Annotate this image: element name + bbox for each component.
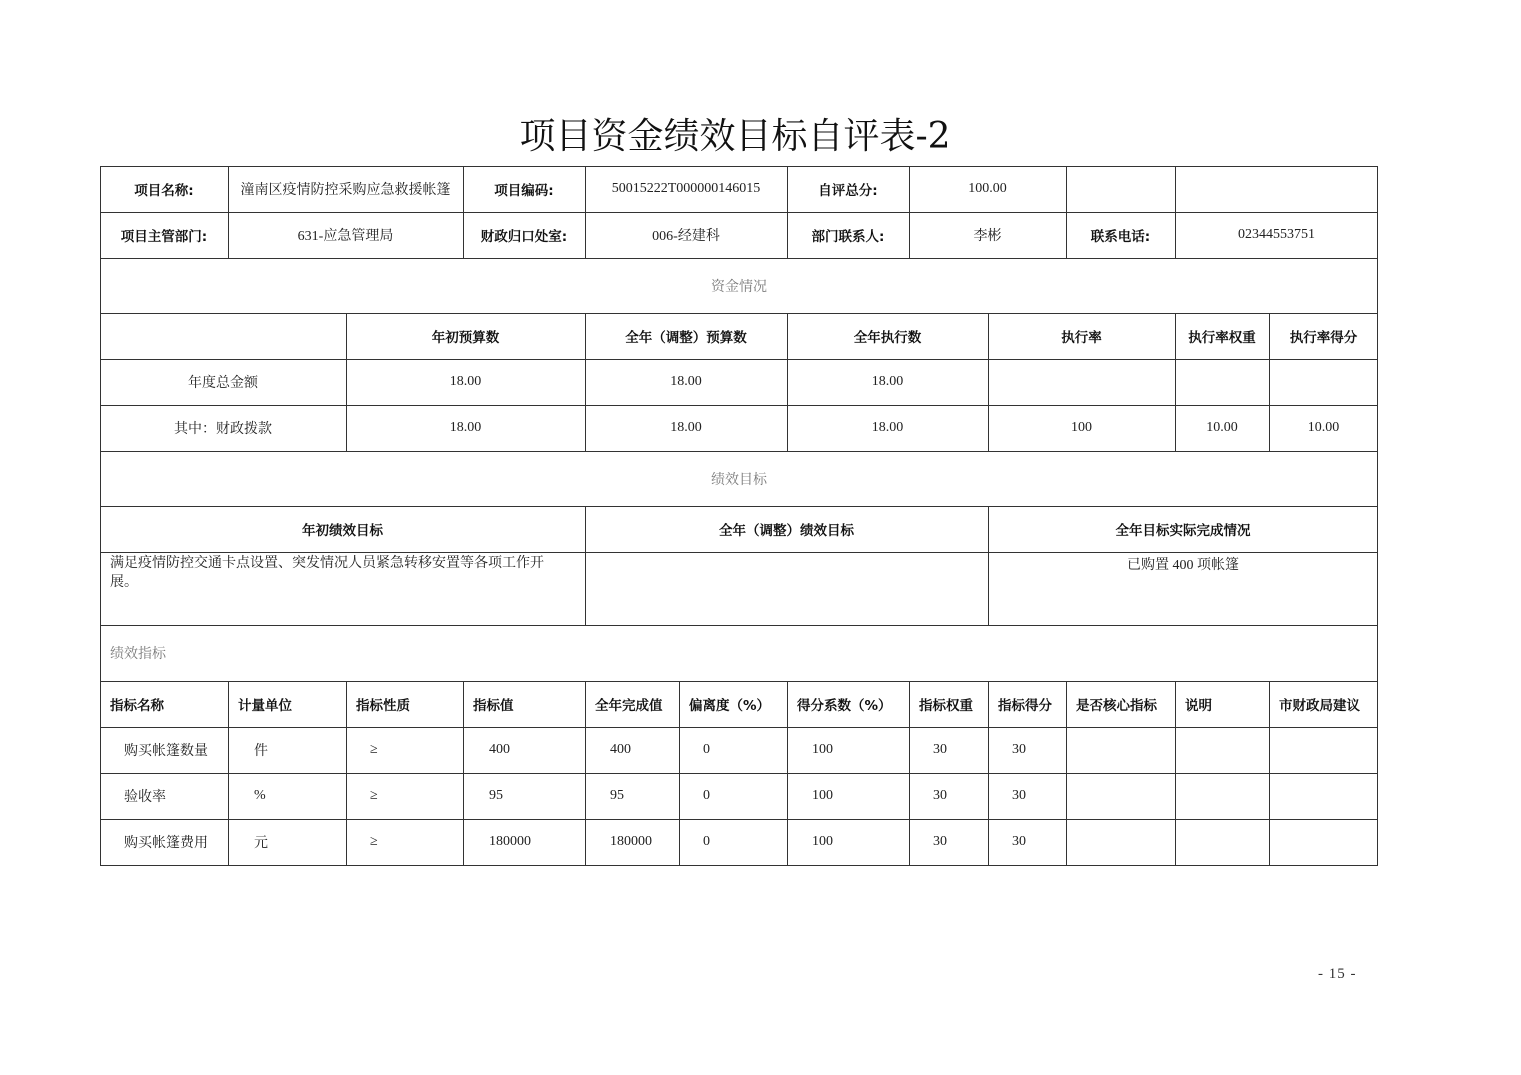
funds-cell [1175, 359, 1269, 405]
funds-header: 执行率 [1061, 330, 1102, 346]
funds-cell: 18.00 [871, 374, 904, 389]
indicator-cell: 件 [254, 744, 268, 759]
funds-header: 执行率得分 [1289, 330, 1358, 346]
indicator-cell: 100 [812, 788, 833, 803]
indicator-cell: 0 [703, 834, 710, 849]
department-label: 项目主管部门: [120, 229, 208, 245]
project-name-label: 项目名称: [134, 183, 194, 199]
indicator-cell: 180000 [489, 834, 531, 849]
indicator-header: 指标权重 [919, 698, 973, 714]
finance-office-label: 财政归口处室: [480, 229, 568, 245]
indicator-cell: 30 [1012, 834, 1026, 849]
goals-header: 全年（调整）绩效目标 [719, 523, 854, 539]
phone-label: 联系电话: [1090, 229, 1151, 245]
total-score-value: 100.00 [968, 181, 1007, 196]
indicator-cell: % [254, 788, 266, 803]
indicator-cell: ≥ [370, 742, 378, 757]
indicator-cell: 95 [610, 788, 624, 803]
indicator-header: 得分系数（%） [797, 698, 892, 714]
indicator-cell: 95 [489, 788, 503, 803]
finance-office-value: 006-经建科 [652, 229, 720, 244]
funds-cell: 18.00 [449, 420, 482, 435]
funds-header: 全年执行数 [853, 330, 922, 346]
indicator-header: 全年完成值 [595, 698, 663, 714]
indicator-cell: 购买帐篷数量 [124, 744, 208, 759]
indicator-cell: 30 [933, 742, 947, 757]
funds-cell: 10.00 [1307, 420, 1340, 435]
funds-cell: 18.00 [670, 420, 702, 435]
indicators-section-title: 绩效指标 [110, 646, 166, 662]
indicator-header: 市财政局建议 [1279, 698, 1360, 714]
funds-cell: 18.00 [449, 374, 482, 389]
indicator-header: 指标得分 [998, 698, 1052, 714]
indicator-header: 偏离度（%） [689, 698, 771, 714]
initial-goal-text: 满足疫情防控交通卡点设置、突发情况人员紧急转移安置等各项工作开展。 [110, 556, 544, 590]
funds-cell: 100 [1071, 420, 1092, 435]
actual-completion-text: 已购置 400 项帐篷 [1127, 558, 1239, 573]
contact-person-value: 李彬 [973, 229, 1002, 244]
goals-header: 年初绩效目标 [302, 523, 383, 539]
indicator-cell: 购买帐篷费用 [124, 836, 208, 851]
funds-cell [988, 359, 1175, 405]
funds-cell: 18.00 [871, 420, 904, 435]
contact-person-label: 部门联系人: [811, 229, 885, 245]
total-score-label: 自评总分: [818, 183, 878, 199]
phone-value: 02344553751 [1238, 227, 1315, 242]
project-code-label: 项目编码: [494, 183, 554, 199]
funds-row-label: 其中：财政拨款 [174, 422, 272, 437]
funds-cell: 10.00 [1206, 420, 1238, 435]
indicator-cell: 100 [812, 834, 833, 849]
indicator-header: 说明 [1185, 698, 1212, 714]
indicator-header: 计量单位 [238, 698, 292, 714]
indicator-cell: 30 [933, 788, 947, 803]
project-code-value: 50015222T000000146015 [611, 181, 761, 196]
indicator-cell: ≥ [370, 788, 378, 803]
funds-section-title: 资金情况 [711, 278, 767, 295]
indicator-cell: 100 [812, 742, 833, 757]
indicator-cell: 元 [254, 836, 268, 851]
indicator-cell: 30 [1012, 742, 1026, 757]
indicator-cell: 0 [703, 788, 710, 803]
goals-header: 全年目标实际完成情况 [1115, 523, 1251, 539]
adjusted-goal-text [585, 552, 988, 625]
indicator-cell: 400 [610, 742, 631, 757]
funds-row-label: 年度总金额 [188, 376, 258, 391]
indicator-header: 指标名称 [110, 698, 164, 714]
indicator-cell: 30 [1012, 788, 1026, 803]
project-name-value: 潼南区疫情防控采购应急救援帐篷 [240, 183, 451, 198]
indicator-cell: 30 [933, 834, 947, 849]
indicator-header: 是否核心指标 [1076, 698, 1157, 714]
funds-header: 年初预算数 [431, 330, 500, 346]
page-number: - 15 - [1318, 966, 1357, 982]
indicator-header: 指标值 [473, 698, 514, 714]
goals-section-title: 绩效目标 [711, 471, 767, 488]
page-title: 项目资金绩效目标自评表-2 [519, 116, 951, 157]
funds-cell [1269, 359, 1378, 405]
department-value: 631-应急管理局 [297, 229, 394, 244]
indicator-cell: ≥ [370, 834, 378, 849]
funds-cell: 18.00 [670, 374, 702, 389]
indicator-cell: 0 [703, 742, 710, 757]
self-evaluation-table [100, 166, 1378, 866]
indicator-cell: 400 [489, 742, 510, 757]
funds-header: 全年（调整）预算数 [625, 330, 747, 346]
indicator-cell: 验收率 [124, 790, 166, 805]
indicator-cell: 180000 [610, 834, 652, 849]
funds-header: 执行率权重 [1188, 330, 1256, 346]
indicator-header: 指标性质 [356, 698, 410, 714]
